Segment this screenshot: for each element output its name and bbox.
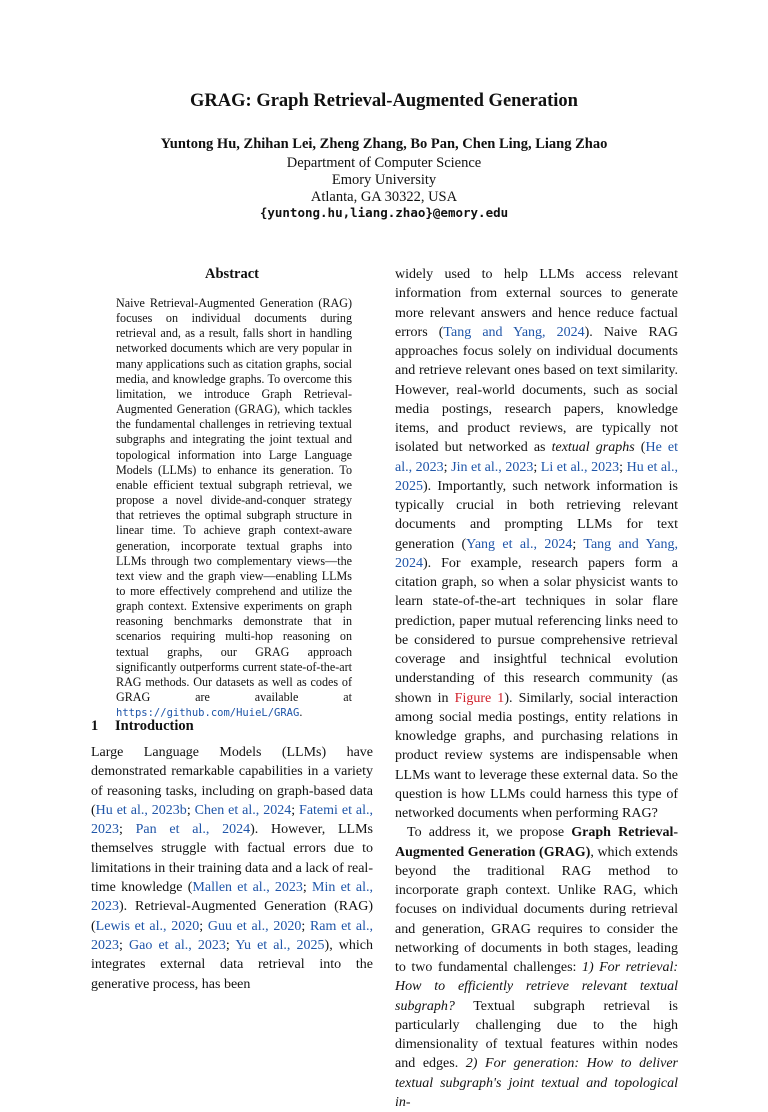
- section-number: 1: [91, 718, 99, 734]
- citation-link[interactable]: Chen et al., 2024: [194, 802, 292, 818]
- text-run: ). Importantly, such network information is typically crucial in both retrieving relevant documents and prompting LLMs for text generation (: [395, 478, 678, 552]
- italic-text: 1) For retrieval: How to efficiently retrieve relevant textual subgraph?: [395, 960, 678, 1014]
- text-run: ;: [291, 802, 300, 818]
- text-run: (: [634, 440, 646, 456]
- citation-link[interactable]: Tang and Yang, 2024: [443, 324, 585, 340]
- abstract-text: Naive Retrieval-Augmented Generation (RAG) focuses on individual documents during retrieval and, as a result, falls short in handling networked documents which are very popular in many applications such as citation graphs, social media, and knowledge graphs. To overcome this limitation, we introduce Graph Retrieval-Augmented Generation (GRAG), which tackles the fundamental challenges in retrieving textual subgraphs and integrating the joint textual and topological information into Large Language Models (LLMs) to enhance its generation. To enable efficient textual subgraph retrieval, we propose a novel divide-and-conquer strategy that retrieves the optimal subgraph structure in linear time. To achieve graph context-aware generation, incorporate textual graphs into LLMs through two complementary views—the text view and the graph view—enabling LLMs to more effectively comprehend and utilize the graph context. Extensive experiments on graph reasoning benchmarks demonstrate that in scenarios requiring multi-hop reasoning on textual graphs, our GRAG approach significantly outperforms current state-of-the-art RAG methods. Our datasets as well as codes of GRAG are available at: [116, 296, 352, 705]
- citation-link[interactable]: Ram et al., 2023: [91, 918, 374, 953]
- citation-link[interactable]: Yang et al., 2024: [466, 536, 573, 552]
- citation-link[interactable]: Tang and Yang, 2024: [395, 536, 679, 571]
- text-run: , which extends beyond the traditional RAG method to incorporate graph context. Unlike RAG, which focuses on individual documents during retrieval and generation, GRAG requires to consider the networking of documents in both stages, leading to two fundamental challenges:: [395, 844, 678, 975]
- text-run: ;: [199, 918, 208, 934]
- citation-link[interactable]: Gao et al., 2023: [129, 937, 226, 953]
- citation-link[interactable]: Yu et al., 2025: [235, 937, 325, 953]
- citation-link[interactable]: Min et al., 2023: [91, 880, 374, 915]
- text-run: ;: [119, 937, 130, 953]
- abstract-body: Naive Retrieval-Augmented Generation (RAG) focuses on individual documents during retrieval and, as a result, falls short in handling networked documents which are very popular in many applications such as citation graphs, social media, and knowledge graphs. To overcome this limitation, we introduce Graph Retrieval-Augmented Generation (GRAG), which tackles the fundamental challenges in retrieving textual subgraphs and integrating the joint textual and topological information into Large Language Models (LLMs) to enhance its generation. To enable efficient textual subgraph retrieval, we propose a novel divide-and-conquer strategy that retrieves the optimal subgraph structure in linear time. To achieve graph context-aware generation, incorporate textual graphs into LLMs through two complementary views—the text view and the graph view—enabling LLMs to more effectively comprehend and utilize the graph context. Extensive experiments on graph reasoning benchmarks demonstrate that in scenarios requiring multi-hop reasoning on textual graphs, our GRAG approach significantly outperforms current state-of-the-art RAG methods. Our datasets as well as codes of GRAG are available at https://github.com/HuieL/GRAG.: [116, 296, 352, 720]
- affiliation-address: Atlanta, GA 30322, USA: [310, 189, 458, 205]
- section-heading-introduction: [91, 718, 194, 735]
- text-run: ;: [302, 880, 313, 896]
- text-run: ). Similarly, social interaction among social media postings, entity relations in knowledge graphs, and purchasing relations in product review systems are indispensable when LLMs want to leverage these external data. So the question is how LLMs could harness this type of networked documents when performing RAG?: [395, 690, 678, 821]
- text-run: ;: [533, 459, 541, 475]
- text-run: ). Naive RAG approaches focus solely on individual documents and retrieve relevant ones based on text similarity. However, real-world documents, such as social media postings, research papers, knowledge items, and product reviews, are typically not isolated but networked as: [395, 324, 678, 456]
- citation-link[interactable]: Fatemi et al., 2023: [91, 802, 374, 838]
- citation-link[interactable]: He et al., 2023: [395, 440, 678, 475]
- text-run: Textual subgraph retrieval is particularly challenging due to the high dimensionality of textual features within nodes and edges.: [395, 998, 678, 1072]
- citation-link[interactable]: Hu et al., 2025: [395, 459, 679, 494]
- text-run: ;: [225, 937, 236, 953]
- text-run: To address it, we propose: [407, 825, 572, 841]
- text-run: ;: [443, 459, 452, 475]
- figure-reference-link[interactable]: Figure 1: [454, 690, 505, 706]
- citation-link[interactable]: Guu et al., 2020: [207, 918, 302, 934]
- citation-link[interactable]: Pan et al., 2024: [135, 822, 251, 838]
- citation-link[interactable]: Li et al., 2023: [540, 459, 620, 475]
- citation-link[interactable]: Mallen et al., 2023: [192, 880, 303, 896]
- italic-text: 2) For generation: How to deliver textual subgraph's joint textual and topological in-: [395, 1056, 678, 1110]
- author-list: Yuntong Hu, Zhihan Lei, Zheng Zhang, Bo Pan, Chen Ling, Liang Zhao: [160, 136, 608, 152]
- text-run: Large Language Models (LLMs) have demonstrated remarkable capabilities in a variety of reasoning tasks, including on graph-based data (: [91, 745, 373, 818]
- right-column: [395, 265, 678, 1112]
- introduction-left-column: [91, 743, 373, 994]
- citation-link[interactable]: Hu et al., 2023b: [95, 802, 187, 818]
- text-run: ;: [572, 536, 584, 552]
- text-run: ). However, LLMs themselves struggle with factual errors due to limitations in their training data and a lack of real-time knowledge (: [91, 822, 373, 896]
- text-run: widely used to help LLMs access relevant information from external sources to generate more relevant answers and hence reduce factual errors (: [395, 267, 678, 340]
- text-run: ), which integrates external data retrieval into the generative process, has been: [91, 937, 374, 992]
- code-repository-link[interactable]: https://github.com/HuieL/GRAG: [116, 707, 300, 720]
- text-run: ;: [619, 459, 627, 475]
- text-run: ;: [186, 802, 195, 818]
- intro-paragraph-1-continued: [395, 265, 678, 823]
- text-run: ;: [119, 822, 136, 838]
- affiliation-university: Emory University: [331, 172, 437, 188]
- intro-paragraph-2: [395, 823, 678, 1112]
- italic-text: textual graphs: [551, 440, 635, 456]
- affiliation-department: Department of Computer Science: [286, 155, 482, 171]
- section-title: Introduction: [115, 718, 194, 734]
- intro-paragraph-1: [91, 745, 373, 992]
- text-run: ;: [301, 918, 310, 934]
- text-run: ). Retrieval-Augmented Generation (RAG) (: [91, 899, 373, 934]
- abstract-heading: Abstract: [205, 266, 259, 282]
- bold-text: Graph Retrieval-Augmented Generation (GRAG): [395, 825, 678, 860]
- paper-title: GRAG: Graph Retrieval-Augmented Generation: [190, 91, 578, 111]
- citation-link[interactable]: Jin et al., 2023: [451, 459, 534, 475]
- contact-email: {yuntong.hu,liang.zhao}@emory.edu: [259, 205, 509, 220]
- citation-link[interactable]: Lewis et al., 2020: [95, 918, 200, 934]
- text-run: ). For example, research papers form a citation graph, so when a solar physicist wants to learn state-of-the-art techniques in solar flare prediction, paper mutual referencing links need to be considered to pursue comprehensive retrieval coverage and insightful technical evolution understanding of this research community (as shown in: [395, 555, 678, 706]
